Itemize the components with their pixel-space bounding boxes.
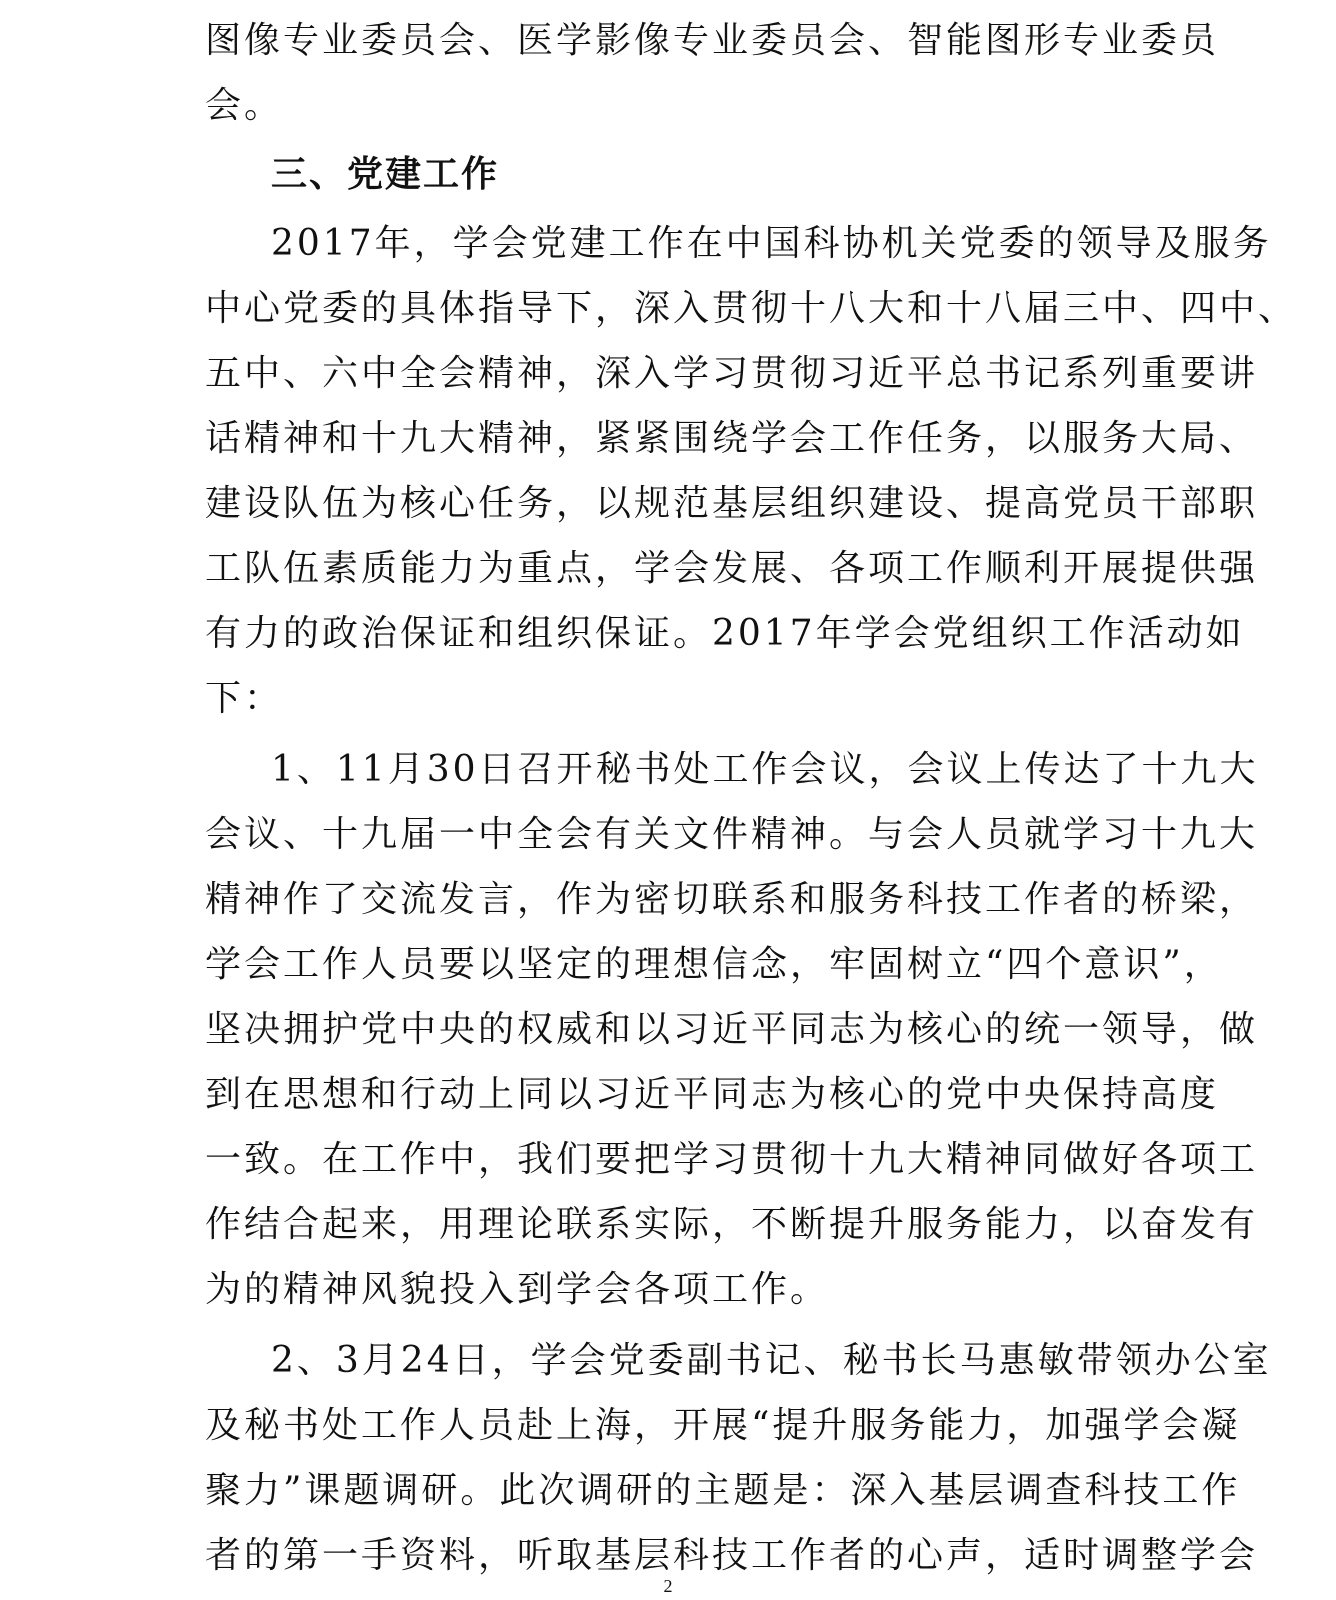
body-line: 建设队伍为核心任务，以规范基层组织建设、提高党员干部职 [205,483,1259,524]
body-line: 五中、六中全会精神，深入学习贯彻习近平总书记系列重要讲 [205,353,1259,394]
body-line: 到在思想和行动上同以习近平同志为核心的党中央保持高度 [205,1074,1220,1115]
body-line: 一致。在工作中，我们要把学习贯彻十九大精神同做好各项工 [205,1139,1259,1180]
body-line: 学会工作人员要以坚定的理想信念，牢固树立“四个意识”， [205,944,1223,985]
body-line: 作结合起来，用理论联系实际，不断提升服务能力，以奋发有 [205,1204,1259,1245]
body-line: 为的精神风貌投入到学会各项工作。 [205,1269,830,1310]
body-line: 精神作了交流发言，作为密切联系和服务科技工作者的桥梁， [205,879,1259,920]
document-body [205,8,1298,1588]
body-line: 者的第一手资料，听取基层科技工作者的心声，适时调整学会 [205,1535,1259,1576]
body-line: 话精神和十九大精神，紧紧围绕学会工作任务，以服务大局、 [205,418,1259,459]
body-line: 会议、十九届一中全会有关文件精神。与会人员就学习十九大 [205,814,1259,855]
page-number: 2 [663,1576,673,1596]
body-line: 会。 [205,85,284,126]
body-line: 中心党委的具体指导下，深入贯彻十八大和十八届三中、四中、 [205,288,1298,329]
section-heading: 三、党建工作 [271,153,500,195]
body-line: 坚决拥护党中央的权威和以习近平同志为核心的统一领导，做 [205,1009,1259,1050]
paragraph-first-line: 2、3月24日，学会党委副书记、秘书长马惠敏带领办公室 [271,1340,1272,1381]
body-line: 工队伍素质能力为重点，学会发展、各项工作顺利开展提供强 [205,548,1259,589]
body-line: 聚力”课题调研。此次调研的主题是：深入基层调查科技工作 [205,1470,1241,1511]
body-line: 下： [205,678,284,719]
paragraph-first-line: 1、11月30日召开秘书处工作会议，会议上传达了十九大 [271,749,1259,790]
body-line: 图像专业委员会、医学影像专业委员会、智能图形专业委员 [205,20,1220,61]
body-line: 及秘书处工作人员赴上海，开展“提升服务能力，加强学会凝 [205,1405,1241,1446]
paragraph-first-line: 2017年，学会党建工作在中国科协机关党委的领导及服务 [271,223,1272,264]
body-line: 有力的政治保证和组织保证。2017年学会党组织工作活动如 [205,613,1245,654]
